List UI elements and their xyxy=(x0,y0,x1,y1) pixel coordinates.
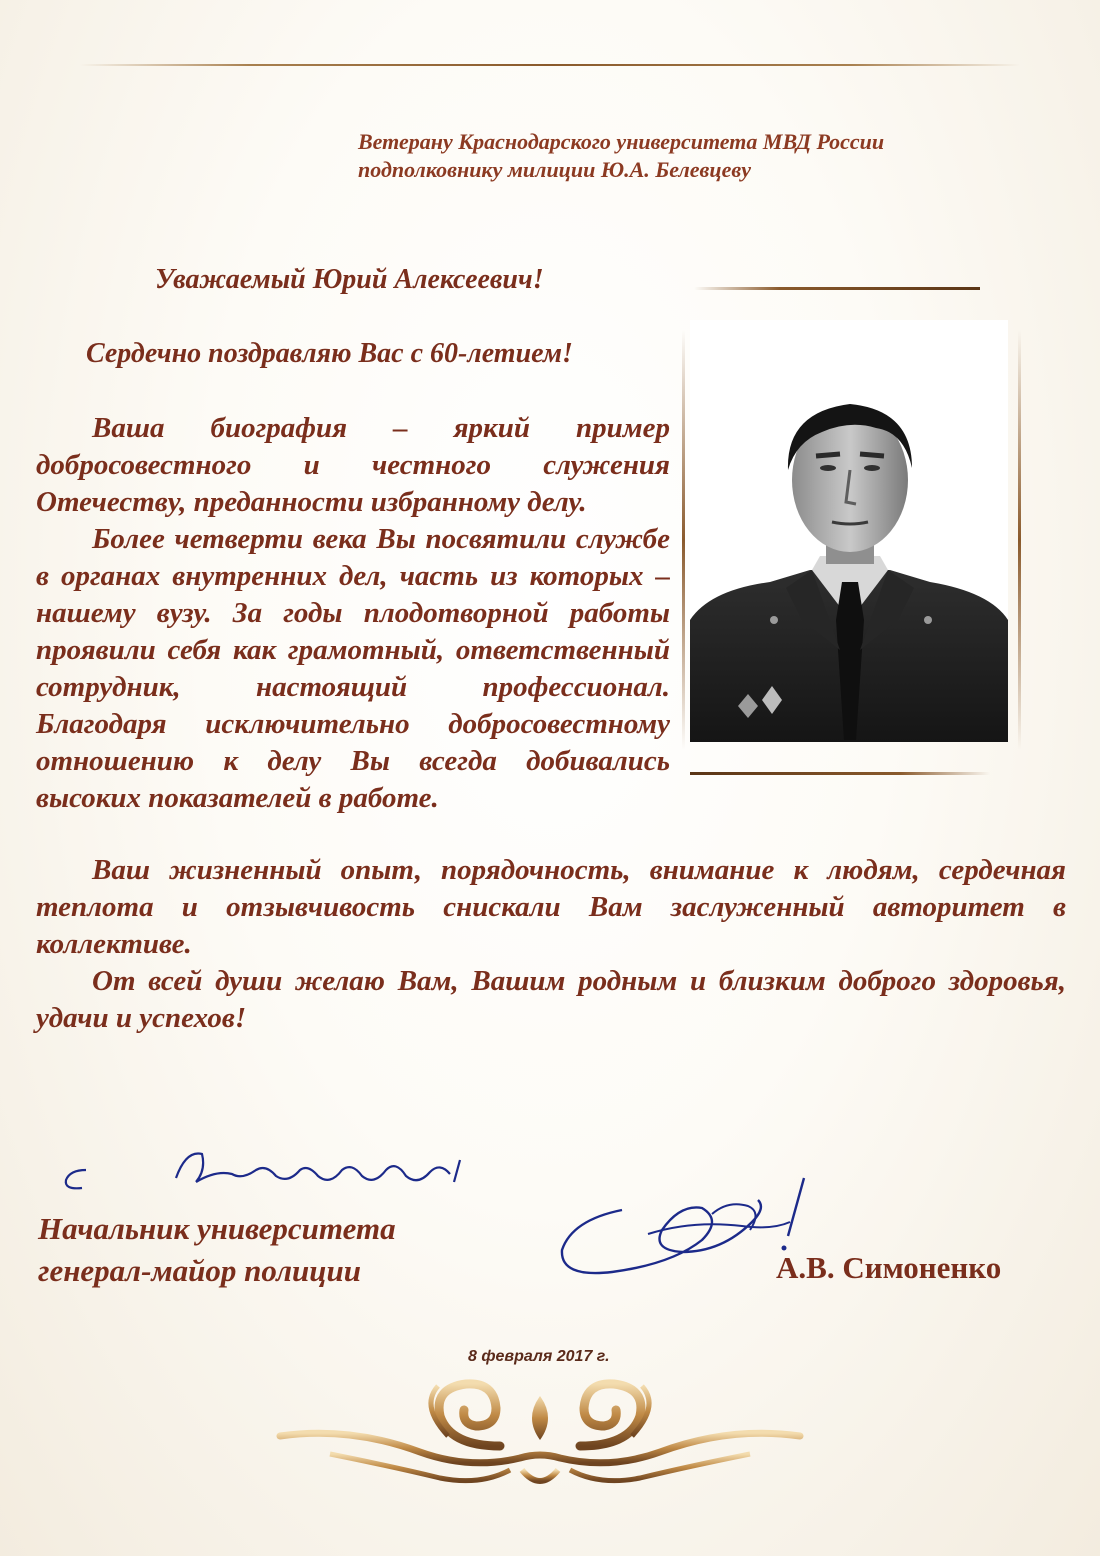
photo-frame-bottom-line xyxy=(690,772,990,775)
signatory-name: А.В. Симоненко xyxy=(776,1250,1002,1285)
paragraph-wishes: От всей души желаю Вам, Вашим родным и близким доброго здоровья, удачи и успехов! xyxy=(36,965,1066,1034)
portrait-photo-drawing xyxy=(690,320,1008,742)
addressee-block xyxy=(358,128,1038,184)
top-divider xyxy=(80,64,1020,66)
portrait-photo xyxy=(690,320,1008,742)
paragraph-experience: Ваш жизненный опыт, порядочность, внимание к людям, сердечная теплота и отзывчивость снискали Вам заслуженный авторитет в коллективе. xyxy=(36,854,1066,960)
paragraph-service: Более четверти века Вы посвятили службе в органах внутренних дел, часть из которых – нашему вузу. За годы плодотворной работы проявили себя как грамотный, ответственный сотрудник, настоящий профессионал. Благодаря исключительно добросовестному отношению к делу Вы всегда добивались высоких показателей в работе. xyxy=(36,523,670,814)
letter-date: 8 февраля 2017 г. xyxy=(468,1348,610,1365)
position-line-1: Начальник университета xyxy=(38,1211,396,1246)
position-line-2: генерал-майор полиции xyxy=(38,1253,361,1288)
handwritten-note xyxy=(56,1140,476,1200)
body-narrow-column xyxy=(36,410,670,817)
gold-ornament xyxy=(270,1366,810,1496)
photo-frame-left-line xyxy=(682,330,685,750)
greeting: Уважаемый Юрий Алексеевич! xyxy=(155,264,544,295)
photo-frame-top-line xyxy=(694,287,980,290)
signatory-position xyxy=(38,1208,396,1292)
body-wide-column xyxy=(36,852,1066,1037)
congratulation-line: Сердечно поздравляю Вас с 60-летием! xyxy=(86,338,573,369)
photo-frame-right-line xyxy=(1018,330,1021,750)
addressee-line-2: подполковнику милиции Ю.А. Белевцеву xyxy=(358,157,751,182)
paragraph-biography: Ваша биография – яркий пример добросовестного и честного служения Отечеству, преданности избранному делу. xyxy=(36,412,670,518)
addressee-line-1: Ветерану Краснодарского университета МВД России xyxy=(358,129,885,154)
